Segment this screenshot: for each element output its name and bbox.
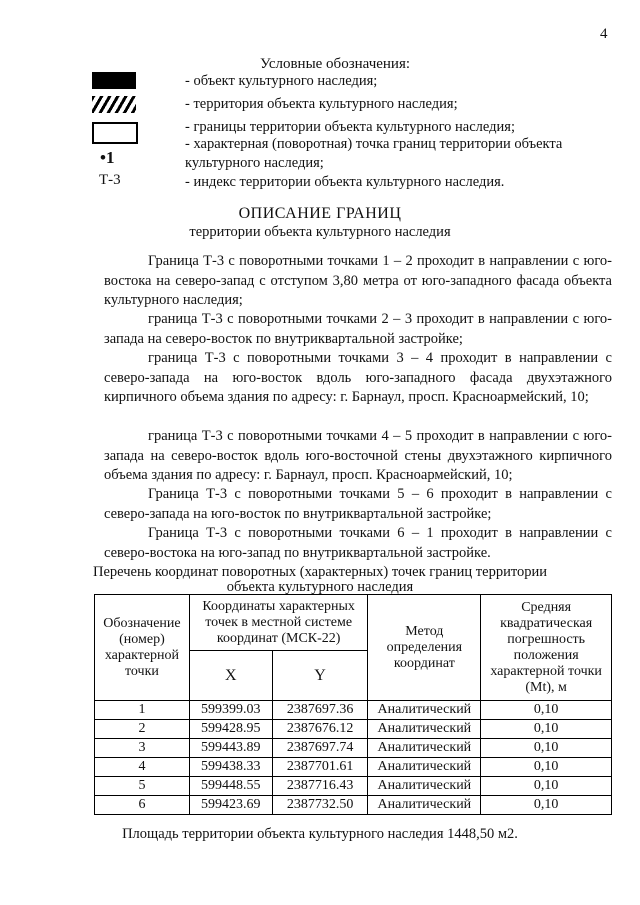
index-label: Т-3 <box>99 172 121 188</box>
cell-point: 6 <box>95 796 190 815</box>
cell-mt: 0,10 <box>481 720 612 739</box>
paragraph-1-2: Граница Т-3 с поворотными точками 1 – 2 проходит в направлении с юго-востока на северо-запад с отступом 3,80 метра от юго-западного фасада объекта культурного наследия; <box>104 253 612 308</box>
header-method: Метод определения координат <box>368 595 481 701</box>
legend-item-object: - объект культурного наследия; <box>185 73 378 89</box>
black-rectangle-icon <box>92 72 136 89</box>
cell-method: Аналитический <box>368 739 481 758</box>
paragraph-6-1: Граница Т-3 с поворотными точками 6 – 1 проходит в направлении с северо-востока на юго-запад по внутриквартальной застройке. <box>104 525 612 561</box>
hatched-rectangle-icon <box>92 96 136 113</box>
cell-x: 599448.55 <box>189 777 272 796</box>
section-subtitle: территории объекта культурного наследия <box>189 224 451 240</box>
legend-item-point: - характерная (поворотная) точка границ территории объекта <box>185 136 563 152</box>
cell-y: 2387716.43 <box>272 777 368 796</box>
cell-method: Аналитический <box>368 777 481 796</box>
table-row <box>95 758 612 777</box>
cell-x: 599443.89 <box>189 739 272 758</box>
paragraph-2-3: граница Т-3 с поворотными точками 2 – 3 проходит в направлении с юго-запада на северо-восток по внутриквартальной застройке; <box>104 311 612 347</box>
table-row <box>95 701 612 720</box>
paragraph-3-4: граница Т-3 с поворотными точками 3 – 4 проходит в направлении с северо-запада на юго-восток вдоль юго-западного фасада двухэтажного кирпичного объема здания по адресу: г. Барнаул, просп. Красноармейский, 10; <box>104 350 612 405</box>
cell-y: 2387732.50 <box>272 796 368 815</box>
cell-mt: 0,10 <box>481 777 612 796</box>
cell-method: Аналитический <box>368 720 481 739</box>
cell-y: 2387676.12 <box>272 720 368 739</box>
header-point: Обозначение (номер) характерной точки <box>95 595 190 701</box>
cell-point: 1 <box>95 701 190 720</box>
table-row <box>95 796 612 815</box>
cell-point: 3 <box>95 739 190 758</box>
table-caption-line2: объекта культурного наследия <box>226 579 414 595</box>
legend-item-point-cont: культурного наследия; <box>185 155 324 171</box>
cell-point: 5 <box>95 777 190 796</box>
cell-point: 2 <box>95 720 190 739</box>
cell-point: 4 <box>95 758 190 777</box>
legend-item-territory: - территория объекта культурного наследия; <box>185 96 458 112</box>
cell-x: 599428.95 <box>189 720 272 739</box>
cell-x: 599423.69 <box>189 796 272 815</box>
header-y: Y <box>272 651 368 701</box>
cell-y: 2387697.36 <box>272 701 368 720</box>
cell-x: 599438.33 <box>189 758 272 777</box>
paragraph-4-5: граница Т-3 с поворотными точками 4 – 5 проходит в направлении с юго-запада на северо-восток вдоль юго-восточной стены двухэтажного кирпичного объема здания по адресу: г. Барнаул, просп. Красноармейский, 10; <box>104 428 612 483</box>
cell-method: Аналитический <box>368 796 481 815</box>
page-number: 4 <box>600 26 608 42</box>
area-statement: Площадь территории объекта культурного наследия 1448,50 м2. <box>122 826 518 842</box>
cell-mt: 0,10 <box>481 796 612 815</box>
table-row <box>95 720 612 739</box>
table-row <box>95 739 612 758</box>
table-row <box>95 777 612 796</box>
header-error: Средняя квадратическая погрешность положения характерной точки (Mt), м <box>481 595 612 701</box>
header-coords: Координаты характерных точек в местной системе координат (МСК-22) <box>189 595 368 651</box>
cell-x: 599399.03 <box>189 701 272 720</box>
legend-item-borders: - границы территории объекта культурного наследия; <box>185 119 515 135</box>
legend-title: Условные обозначения: <box>260 56 411 72</box>
section-title: ОПИСАНИЕ ГРАНИЦ <box>238 205 402 222</box>
cell-y: 2387697.74 <box>272 739 368 758</box>
table-caption: Перечень координат поворотных (характерных) точек границ территории <box>92 564 548 580</box>
legend-item-index: - индекс территории объекта культурного наследия. <box>185 174 505 190</box>
outline-rectangle-icon <box>92 122 138 144</box>
cell-mt: 0,10 <box>481 701 612 720</box>
cell-y: 2387701.61 <box>272 758 368 777</box>
coordinates-table <box>94 594 612 815</box>
point-icon: •1 <box>100 148 115 167</box>
cell-method: Аналитический <box>368 758 481 777</box>
paragraph-5-6: Граница Т-3 с поворотными точками 5 – 6 проходит в направлении с северо-запада на юго-восток по внутриквартальной застройке; <box>104 486 612 522</box>
header-x: X <box>189 651 272 701</box>
cell-mt: 0,10 <box>481 739 612 758</box>
cell-method: Аналитический <box>368 701 481 720</box>
cell-mt: 0,10 <box>481 758 612 777</box>
